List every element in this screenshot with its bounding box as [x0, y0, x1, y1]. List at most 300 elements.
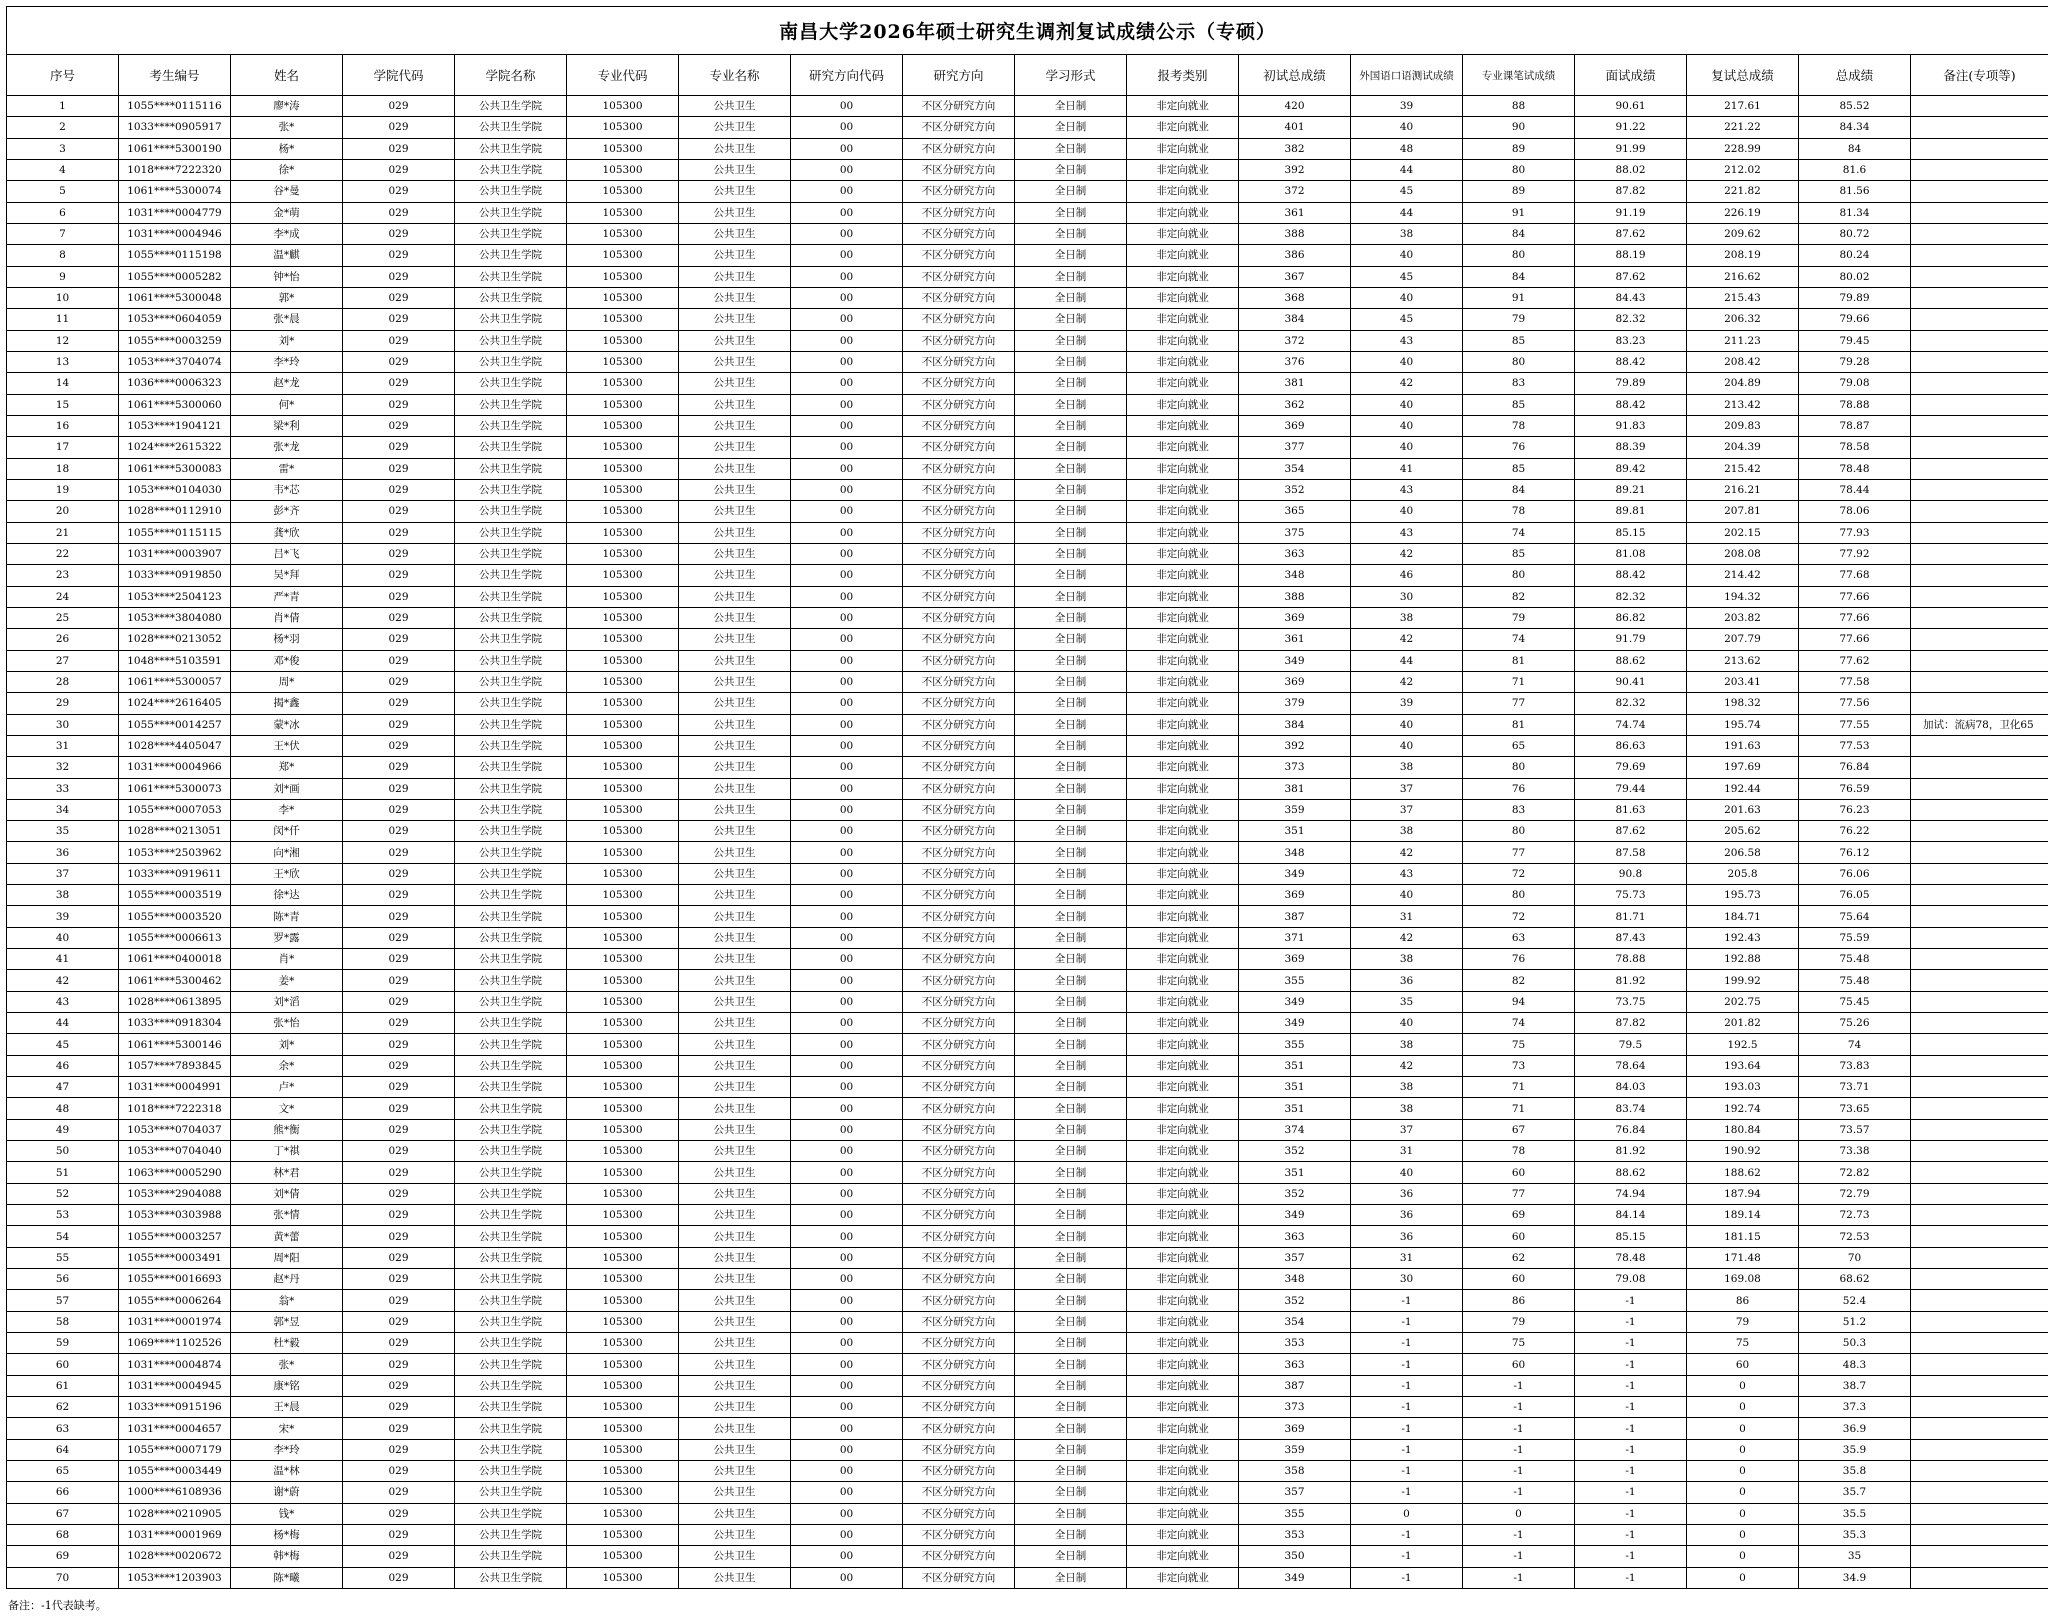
table-cell: 2: [7, 117, 119, 138]
table-cell: 12: [7, 330, 119, 351]
table-cell: 公共卫生: [679, 458, 791, 479]
table-cell: 不区分研究方向: [903, 1482, 1015, 1503]
table-cell: [1911, 629, 2048, 650]
table-cell: 1033****0918304: [119, 1013, 231, 1034]
table-cell: 191.63: [1687, 735, 1799, 756]
table-cell: 全日制: [1015, 309, 1127, 330]
table-cell: 公共卫生学院: [455, 1567, 567, 1588]
table-cell: 0: [1463, 1503, 1575, 1524]
table-cell: 194.32: [1687, 586, 1799, 607]
table-cell: 3: [7, 138, 119, 159]
table-cell: [1911, 1333, 2048, 1354]
table-cell: 1031****0003907: [119, 543, 231, 564]
table-cell: 39: [7, 906, 119, 927]
table-cell: 不区分研究方向: [903, 671, 1015, 692]
table-cell: 非定向就业: [1127, 1034, 1239, 1055]
table-cell: 不区分研究方向: [903, 1226, 1015, 1247]
table-cell: 非定向就业: [1127, 1013, 1239, 1034]
table-cell: -1: [1575, 1567, 1687, 1588]
table-cell: 非定向就业: [1127, 1226, 1239, 1247]
table-cell: 87.62: [1575, 821, 1687, 842]
table-cell: 公共卫生学院: [455, 970, 567, 991]
table-cell: 不区分研究方向: [903, 1397, 1015, 1418]
table-cell: 00: [791, 1567, 903, 1588]
table-cell: 94: [1463, 991, 1575, 1012]
table-cell: 23: [7, 565, 119, 586]
table-cell: 85.15: [1575, 522, 1687, 543]
table-cell: 00: [791, 1354, 903, 1375]
table-cell: 86.63: [1575, 735, 1687, 756]
table-cell: 不区分研究方向: [903, 607, 1015, 628]
table-cell: 029: [343, 458, 455, 479]
table-cell: 公共卫生学院: [455, 821, 567, 842]
table-cell: 029: [343, 949, 455, 970]
table-cell: 公共卫生: [679, 1183, 791, 1204]
table-cell: 365: [1239, 501, 1351, 522]
table-cell: 00: [791, 778, 903, 799]
table-cell: 90: [1463, 117, 1575, 138]
table-cell: 公共卫生: [679, 1055, 791, 1076]
table-cell: 公共卫生: [679, 479, 791, 500]
table-cell: 0: [1687, 1546, 1799, 1567]
table-cell: 350: [1239, 1546, 1351, 1567]
table-cell: 91.83: [1575, 415, 1687, 436]
table-cell: 公共卫生学院: [455, 885, 567, 906]
table-cell: 77.56: [1799, 693, 1911, 714]
table-cell: 00: [791, 1503, 903, 1524]
table-cell: -1: [1463, 1461, 1575, 1482]
table-cell: 00: [791, 159, 903, 180]
table-cell: 康*铭: [231, 1375, 343, 1396]
table-cell: 60: [1463, 1269, 1575, 1290]
table-cell: 非定向就业: [1127, 1269, 1239, 1290]
table-cell: 姜*: [231, 970, 343, 991]
table-cell: 38: [1351, 1077, 1463, 1098]
table-row: [7, 586, 2048, 607]
table-row: [7, 309, 2048, 330]
table-cell: 全日制: [1015, 1311, 1127, 1332]
table-cell: 105300: [567, 1205, 679, 1226]
table-cell: 78.44: [1799, 479, 1911, 500]
table-cell: [1911, 1013, 2048, 1034]
table-cell: 83.74: [1575, 1098, 1687, 1119]
table-cell: 75.64: [1799, 906, 1911, 927]
table-cell: 029: [343, 607, 455, 628]
table-cell: 33: [7, 778, 119, 799]
table-cell: 50: [7, 1141, 119, 1162]
table-cell: 29: [7, 693, 119, 714]
table-cell: 赵*丹: [231, 1269, 343, 1290]
table-cell: 全日制: [1015, 1226, 1127, 1247]
table-cell: 肖*: [231, 949, 343, 970]
table-cell: [1911, 1077, 2048, 1098]
table-cell: [1911, 607, 2048, 628]
table-cell: 4: [7, 159, 119, 180]
table-cell: 359: [1239, 799, 1351, 820]
table-cell: 0: [1687, 1375, 1799, 1396]
table-cell: 67: [1463, 1119, 1575, 1140]
table-cell: 公共卫生学院: [455, 1055, 567, 1076]
table-cell: [1911, 991, 2048, 1012]
table-cell: [1911, 373, 2048, 394]
table-cell: 不区分研究方向: [903, 437, 1015, 458]
table-cell: 79: [1463, 1311, 1575, 1332]
table-cell: 40: [1351, 1013, 1463, 1034]
table-cell: 207.81: [1687, 501, 1799, 522]
table-cell: 1033****0905917: [119, 117, 231, 138]
table-cell: 361: [1239, 202, 1351, 223]
table-cell: 029: [343, 117, 455, 138]
table-cell: [1911, 181, 2048, 202]
table-cell: -1: [1463, 1375, 1575, 1396]
table-cell: 公共卫生学院: [455, 202, 567, 223]
table-cell: 372: [1239, 181, 1351, 202]
table-cell: 00: [791, 607, 903, 628]
table-cell: 369: [1239, 671, 1351, 692]
table-cell: 029: [343, 863, 455, 884]
table-cell: 80: [1463, 245, 1575, 266]
table-cell: 48.3: [1799, 1354, 1911, 1375]
table-row: [7, 1098, 2048, 1119]
table-row: [7, 1546, 2048, 1567]
table-cell: 林*君: [231, 1162, 343, 1183]
table-cell: 00: [791, 693, 903, 714]
table-cell: 全日制: [1015, 1546, 1127, 1567]
table-cell: 35.5: [1799, 1503, 1911, 1524]
table-cell: -1: [1351, 1482, 1463, 1503]
table-cell: 不区分研究方向: [903, 586, 1015, 607]
table-cell: 00: [791, 1290, 903, 1311]
table-cell: 00: [791, 1269, 903, 1290]
table-cell: -1: [1463, 1482, 1575, 1503]
table-cell: 1028****0020672: [119, 1546, 231, 1567]
table-cell: 349: [1239, 863, 1351, 884]
table-cell: 348: [1239, 1269, 1351, 1290]
table-cell: 45: [1351, 309, 1463, 330]
table-cell: [1911, 287, 2048, 308]
table-cell: 00: [791, 415, 903, 436]
table-cell: 105300: [567, 1503, 679, 1524]
table-cell: 82.32: [1575, 309, 1687, 330]
table-cell: 32: [7, 757, 119, 778]
table-cell: [1911, 693, 2048, 714]
table-row: [7, 863, 2048, 884]
table-cell: -1: [1351, 1397, 1463, 1418]
table-cell: 213.42: [1687, 394, 1799, 415]
table-cell: 80: [1463, 159, 1575, 180]
table-cell: 26: [7, 629, 119, 650]
column-header: 面试成绩: [1575, 55, 1687, 96]
table-cell: 全日制: [1015, 735, 1127, 756]
table-cell: 25: [7, 607, 119, 628]
table-cell: 029: [343, 671, 455, 692]
table-cell: 非定向就业: [1127, 415, 1239, 436]
table-cell: 吕*飞: [231, 543, 343, 564]
table-cell: 203.82: [1687, 607, 1799, 628]
table-cell: 40: [1351, 394, 1463, 415]
table-cell: 全日制: [1015, 799, 1127, 820]
table-cell: 91: [1463, 202, 1575, 223]
table-cell: 不区分研究方向: [903, 757, 1015, 778]
table-cell: 35.8: [1799, 1461, 1911, 1482]
table-cell: -1: [1351, 1461, 1463, 1482]
table-cell: 40: [1351, 245, 1463, 266]
table-cell: 不区分研究方向: [903, 735, 1015, 756]
table-cell: 38: [1351, 1098, 1463, 1119]
table-cell: 192.74: [1687, 1098, 1799, 1119]
table-cell: 80: [1463, 821, 1575, 842]
table-cell: 非定向就业: [1127, 479, 1239, 500]
table-cell: 非定向就业: [1127, 671, 1239, 692]
table-cell: [1911, 1183, 2048, 1204]
table-cell: [1911, 458, 2048, 479]
table-cell: 非定向就业: [1127, 735, 1239, 756]
table-cell: 不区分研究方向: [903, 927, 1015, 948]
table-cell: 非定向就业: [1127, 1141, 1239, 1162]
table-cell: 349: [1239, 1013, 1351, 1034]
table-cell: 105300: [567, 650, 679, 671]
table-cell: 192.44: [1687, 778, 1799, 799]
table-cell: 363: [1239, 543, 1351, 564]
table-cell: 不区分研究方向: [903, 970, 1015, 991]
table-cell: 76.84: [1799, 757, 1911, 778]
table-cell: 105300: [567, 735, 679, 756]
table-cell: 029: [343, 1524, 455, 1545]
table-row: [7, 138, 2048, 159]
table-cell: 217.61: [1687, 96, 1799, 117]
table-cell: 76.84: [1575, 1119, 1687, 1140]
table-cell: 文*: [231, 1098, 343, 1119]
table-cell: 1053****2503962: [119, 842, 231, 863]
table-cell: 42: [1351, 927, 1463, 948]
table-cell: 72: [1463, 863, 1575, 884]
table-cell: 公共卫生: [679, 1119, 791, 1140]
table-cell: 公共卫生学院: [455, 1226, 567, 1247]
table-cell: 不区分研究方向: [903, 821, 1015, 842]
table-cell: 43: [1351, 522, 1463, 543]
table-cell: 80: [1463, 757, 1575, 778]
table-cell: 谷*曼: [231, 181, 343, 202]
table-cell: 公共卫生: [679, 1482, 791, 1503]
table-cell: 11: [7, 309, 119, 330]
column-header: 专业代码: [567, 55, 679, 96]
table-cell: 67: [7, 1503, 119, 1524]
table-row: [7, 906, 2048, 927]
table-cell: 廖*涛: [231, 96, 343, 117]
table-cell: 公共卫生学院: [455, 1269, 567, 1290]
table-cell: 029: [343, 1503, 455, 1524]
table-cell: 88.42: [1575, 394, 1687, 415]
table-cell: 69: [1463, 1205, 1575, 1226]
table-cell: 1033****0919850: [119, 565, 231, 586]
table-cell: [1911, 1503, 2048, 1524]
table-row: [7, 927, 2048, 948]
table-cell: 75.26: [1799, 1013, 1911, 1034]
table-cell: 373: [1239, 1397, 1351, 1418]
table-cell: 全日制: [1015, 501, 1127, 522]
table-cell: 35.3: [1799, 1524, 1911, 1545]
table-cell: 352: [1239, 1290, 1351, 1311]
table-cell: 81.34: [1799, 202, 1911, 223]
table-row: [7, 1482, 2048, 1503]
table-cell: 73: [1463, 1055, 1575, 1076]
table-cell: 非定向就业: [1127, 1354, 1239, 1375]
table-cell: 公共卫生学院: [455, 735, 567, 756]
table-cell: 1053****1904121: [119, 415, 231, 436]
table-cell: 公共卫生学院: [455, 863, 567, 884]
table-cell: 379: [1239, 693, 1351, 714]
table-cell: 公共卫生: [679, 266, 791, 287]
table-cell: 85.15: [1575, 1226, 1687, 1247]
table-cell: 余*: [231, 1055, 343, 1076]
table-cell: 公共卫生学院: [455, 1418, 567, 1439]
table-cell: 105300: [567, 1013, 679, 1034]
table-cell: 105300: [567, 159, 679, 180]
table-cell: 00: [791, 821, 903, 842]
table-cell: 1061****5300074: [119, 181, 231, 202]
table-cell: 邓*俊: [231, 650, 343, 671]
table-cell: 00: [791, 1141, 903, 1162]
table-cell: 31: [1351, 1141, 1463, 1162]
table-cell: [1911, 970, 2048, 991]
table-cell: 37: [7, 863, 119, 884]
table-cell: 1028****0613895: [119, 991, 231, 1012]
table-cell: 42: [1351, 1055, 1463, 1076]
table-cell: 全日制: [1015, 949, 1127, 970]
table-cell: 00: [791, 330, 903, 351]
table-cell: 1055****0007053: [119, 799, 231, 820]
table-cell: 87.62: [1575, 266, 1687, 287]
table-cell: 公共卫生学院: [455, 245, 567, 266]
table-cell: 72.53: [1799, 1226, 1911, 1247]
table-cell: 91.79: [1575, 629, 1687, 650]
table-cell: 公共卫生学院: [455, 543, 567, 564]
table-cell: [1911, 757, 2048, 778]
table-cell: 公共卫生: [679, 1375, 791, 1396]
table-cell: 公共卫生学院: [455, 501, 567, 522]
table-cell: 00: [791, 245, 903, 266]
table-cell: 公共卫生: [679, 821, 791, 842]
table-cell: 公共卫生学院: [455, 1077, 567, 1098]
table-cell: -1: [1463, 1439, 1575, 1460]
table-cell: 105300: [567, 266, 679, 287]
table-cell: 公共卫生: [679, 181, 791, 202]
table-cell: 90.41: [1575, 671, 1687, 692]
table-cell: 029: [343, 159, 455, 180]
table-cell: 金*萌: [231, 202, 343, 223]
table-cell: 全日制: [1015, 1162, 1127, 1183]
table-cell: 00: [791, 949, 903, 970]
table-cell: 公共卫生: [679, 714, 791, 735]
table-cell: 全日制: [1015, 159, 1127, 180]
table-cell: 公共卫生: [679, 1311, 791, 1332]
table-cell: 37: [1351, 778, 1463, 799]
table-cell: 不区分研究方向: [903, 394, 1015, 415]
table-cell: 非定向就业: [1127, 1311, 1239, 1332]
table-cell: 温*林: [231, 1461, 343, 1482]
table-row: [7, 479, 2048, 500]
table-row: [7, 223, 2048, 244]
table-cell: 不区分研究方向: [903, 266, 1015, 287]
table-cell: [1911, 885, 2048, 906]
table-cell: 非定向就业: [1127, 181, 1239, 202]
table-cell: 公共卫生学院: [455, 1397, 567, 1418]
table-cell: 公共卫生: [679, 415, 791, 436]
table-cell: 87.82: [1575, 181, 1687, 202]
table-cell: 029: [343, 757, 455, 778]
table-cell: 公共卫生: [679, 287, 791, 308]
table-cell: 37: [1351, 1119, 1463, 1140]
table-cell: 79.08: [1575, 1269, 1687, 1290]
table-cell: 029: [343, 735, 455, 756]
table-cell: 非定向就业: [1127, 565, 1239, 586]
table-cell: 197.69: [1687, 757, 1799, 778]
table-cell: 00: [791, 543, 903, 564]
table-cell: 105300: [567, 330, 679, 351]
table-cell: 0: [1687, 1503, 1799, 1524]
table-cell: 20: [7, 501, 119, 522]
table-cell: 206.32: [1687, 309, 1799, 330]
column-header: 报考类别: [1127, 55, 1239, 96]
table-cell: 72: [1463, 906, 1575, 927]
table-cell: 公共卫生: [679, 1141, 791, 1162]
table-cell: [1911, 949, 2048, 970]
table-cell: 029: [343, 1333, 455, 1354]
table-cell: [1911, 1055, 2048, 1076]
table-cell: 0: [1687, 1397, 1799, 1418]
table-cell: 105300: [567, 1375, 679, 1396]
table-cell: 非定向就业: [1127, 1418, 1239, 1439]
table-cell: 全日制: [1015, 1482, 1127, 1503]
table-cell: 77.55: [1799, 714, 1911, 735]
table-cell: 公共卫生学院: [455, 927, 567, 948]
table-cell: 377: [1239, 437, 1351, 458]
table-cell: 359: [1239, 1439, 1351, 1460]
table-cell: 1055****0007179: [119, 1439, 231, 1460]
table-cell: 不区分研究方向: [903, 1183, 1015, 1204]
table-cell: 78.06: [1799, 501, 1911, 522]
table-cell: 348: [1239, 565, 1351, 586]
table-cell: 张*晨: [231, 309, 343, 330]
table-cell: 非定向就业: [1127, 714, 1239, 735]
table-cell: 81: [1463, 650, 1575, 671]
table-cell: 非定向就业: [1127, 117, 1239, 138]
table-cell: [1911, 479, 2048, 500]
table-cell: 公共卫生: [679, 1397, 791, 1418]
table-cell: 非定向就业: [1127, 1461, 1239, 1482]
table-cell: 公共卫生学院: [455, 351, 567, 372]
table-cell: 353: [1239, 1524, 1351, 1545]
table-cell: 105300: [567, 415, 679, 436]
table-cell: 公共卫生: [679, 522, 791, 543]
table-cell: 非定向就业: [1127, 1247, 1239, 1268]
table-row: [7, 415, 2048, 436]
column-header: 学院名称: [455, 55, 567, 96]
table-cell: 57: [7, 1290, 119, 1311]
table-cell: 1031****0001974: [119, 1311, 231, 1332]
table-cell: 00: [791, 1226, 903, 1247]
table-cell: 1053****3704074: [119, 351, 231, 372]
table-cell: 209.62: [1687, 223, 1799, 244]
table-cell: 029: [343, 1098, 455, 1119]
column-header: 研究方向代码: [791, 55, 903, 96]
table-cell: 非定向就业: [1127, 778, 1239, 799]
table-cell: 82: [1463, 586, 1575, 607]
table-cell: 非定向就业: [1127, 757, 1239, 778]
table-cell: 全日制: [1015, 1375, 1127, 1396]
table-cell: 52.4: [1799, 1290, 1911, 1311]
table-cell: 全日制: [1015, 650, 1127, 671]
